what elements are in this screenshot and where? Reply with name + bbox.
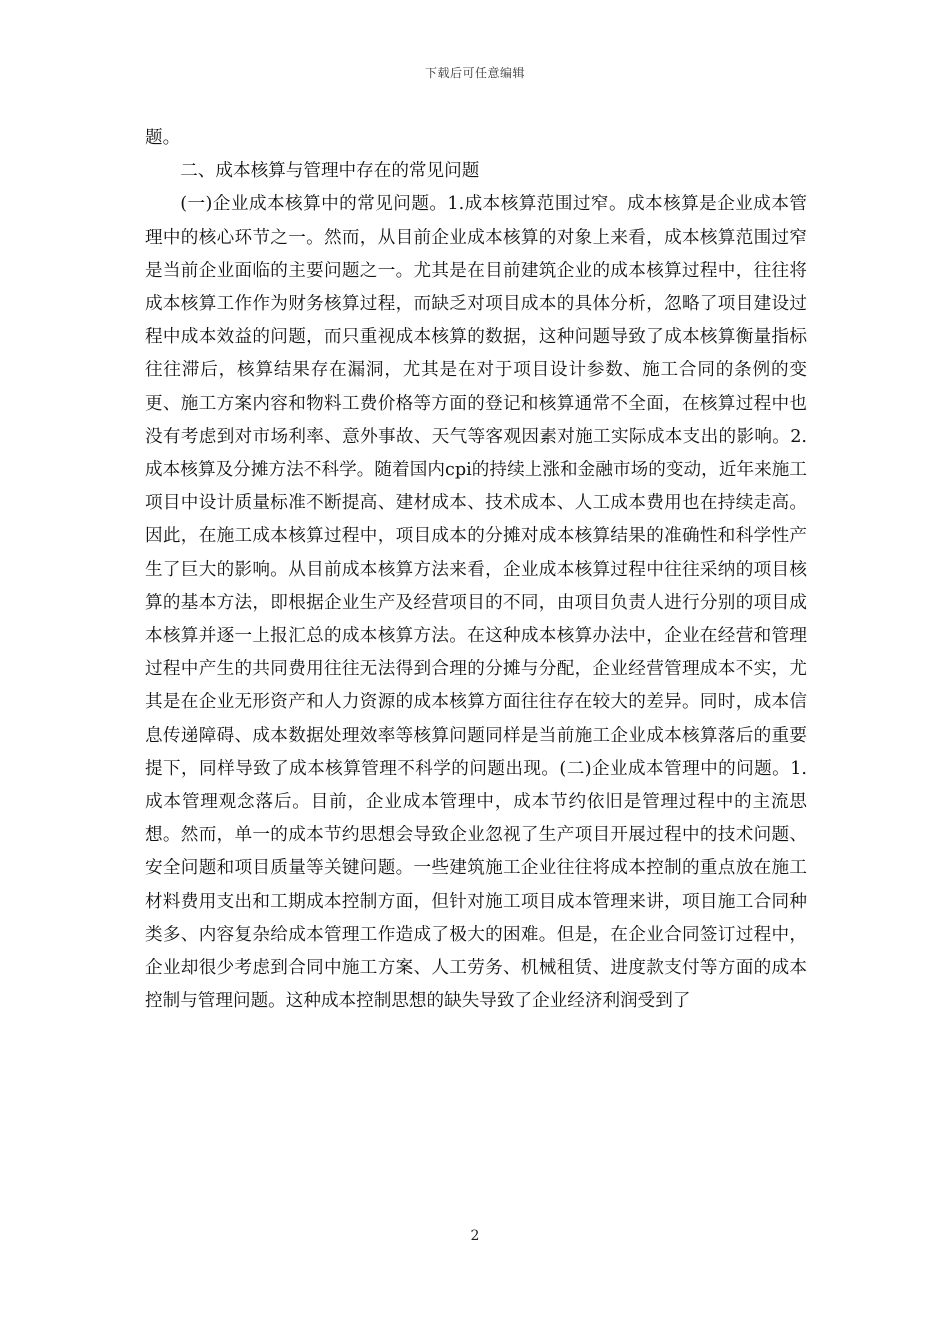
- paragraph-continuation: 题。: [145, 128, 181, 148]
- page-number: 2: [470, 1228, 480, 1244]
- section-heading: 二、成本核算与管理中存在的常见问题: [180, 161, 480, 182]
- page-header: 下载后可任意编辑: [424, 66, 525, 80]
- paragraph: (一)企业成本核算中的常见问题。1.成本核算范围过窄。成本核算是企业成本管理中的核心环节之一。然而，从目前企业成本核算的对象上来看，成本核算范围过窄是当前企业面临的主要问题之一。尤其是在目前建筑企业的成本核算过程中，往往将成本核算工作作为财务核算过程，而缺乏对项目成本的具体分析，忽略了项目建设过程中成本效益的问题，而只重视成本核算的数据，这种问题导致了成本核算衡量指标往往滞后，核算结果存在漏洞，尤其是在对于项目设计参数、施工合同的条例的变更、施工方案内容和物料工费价格等方面的登记和核算通常不全面，在核算过程中也没有考虑到对市场利率、意外事故、天气等客观因素对施工实际成本支出的影响。2.成本核算及分摊方法不科学。随着国内cpi的持续上涨和金融市场的变动，近年来施工项目中设计质量标准不断提高、建材成本、技术成本、人工成本费用也在持续走高。因此，在施工成本核算过程中，项目成本的分摊对成本核算结果的准确性和科学性产生了巨大的影响。从目前成本核算方法来看，企业成本核算过程中往往采纳的项目核算的基本方法，即根据企业生产及经营项目的不同，由项目负责人进行分别的项目成本核算并逐一上报汇总的成本核算方法。在这种成本核算办法中，企业在经营和管理过程中产生的共同费用往往无法得到合理的分摊与分配，企业经营管理成本不实，尤其是在企业无形资产和人力资源的成本核算方面往往存在较大的差异。同时，成本信息传递障碍、成本数据处理效率等核算问题同样是当前施工企业成本核算落后的重要提下，同样导致了成本核算管理不科学的问题出现。(二)企业成本管理中的问题。1.成本管理观念落后。目前，企业成本管理中，成本节约依旧是管理过程中的主流思想。然而，单一的成本节约思想会导致企业忽视了生产项目开展过程中的技术问题、安全问题和项目质量等关键问题。一些建筑施工企业往往将成本控制的重点放在施工材料费用支出和工期成本控制方面，但针对施工项目成本管理来讲，项目施工合同种类多、内容复杂给成本管理工作造成了极大的困难。但是，在企业合同签订过程中，企业却很少考虑到合同中施工方案、人工劳务、机械租赁、进度款支付等方面的成本控制与管理问题。这种成本控制思想的缺失导致了企业经济利润受到了: [145, 194, 807, 1012]
- body-text: [145, 122, 807, 1018]
